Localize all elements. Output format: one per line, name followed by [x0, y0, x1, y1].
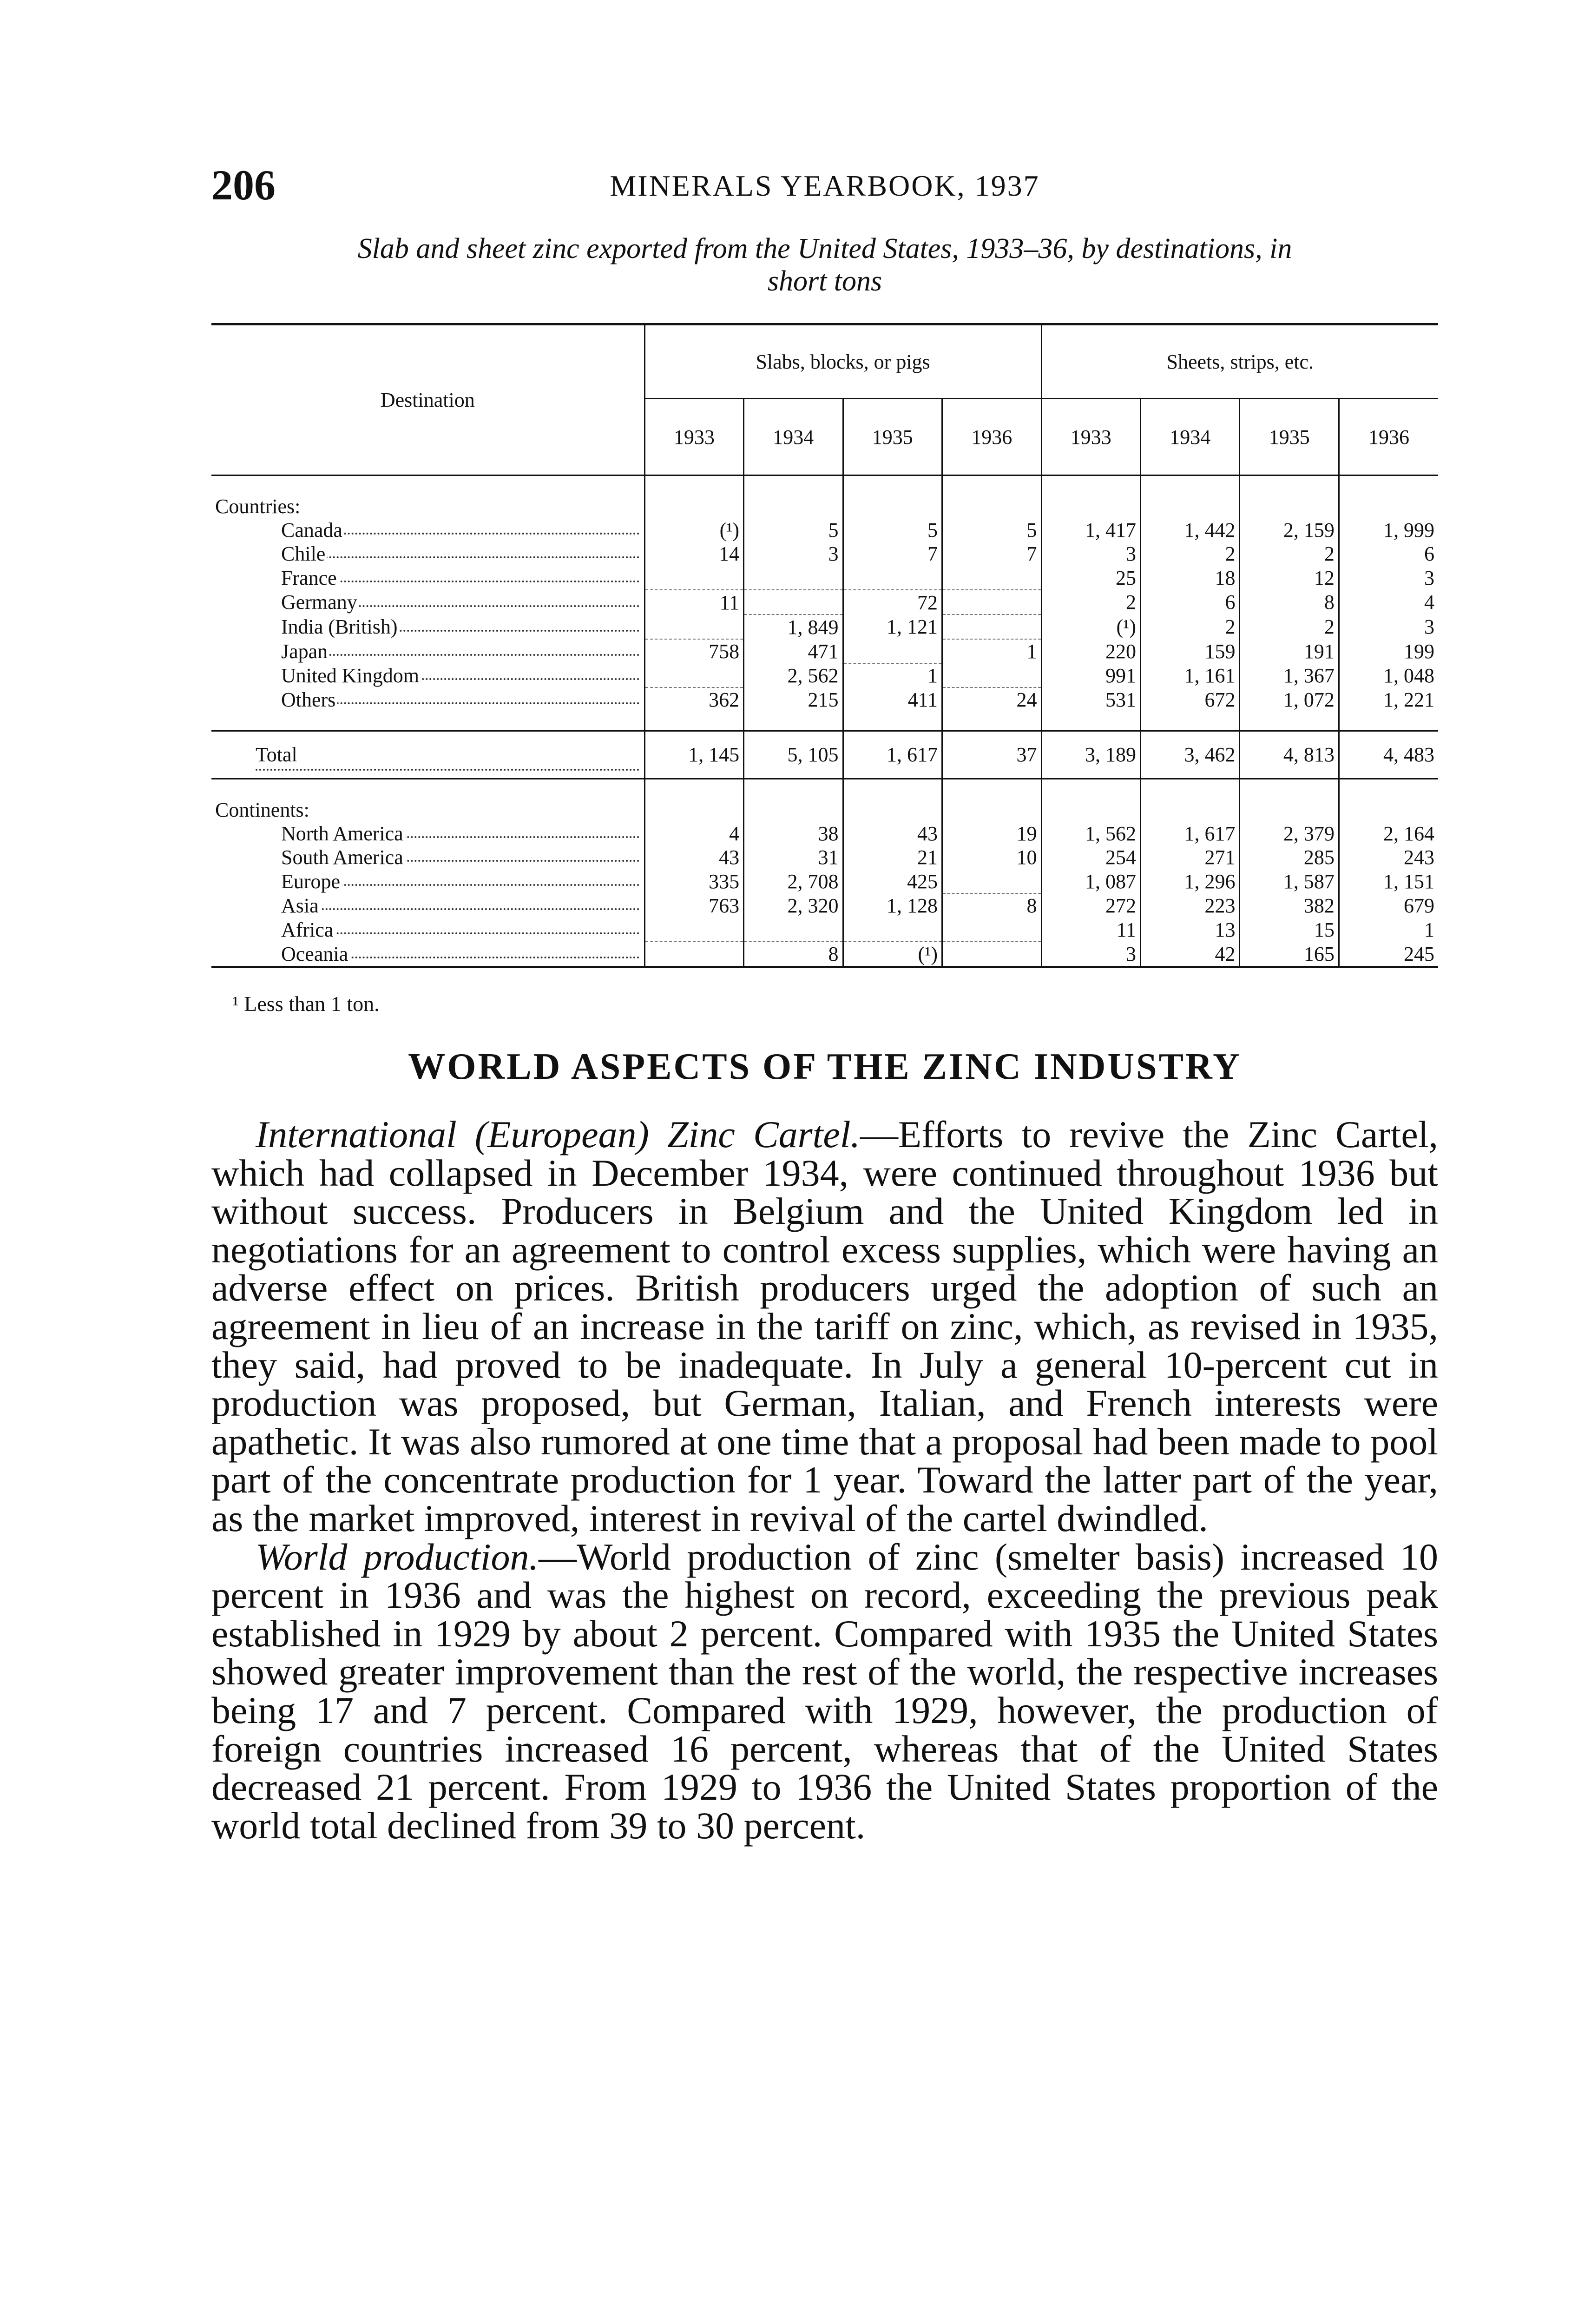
year-header: 1933 [1041, 399, 1140, 475]
year-header: 1933 [644, 399, 743, 475]
value-cell: (¹) [644, 518, 743, 542]
value-cell: 18 [1140, 566, 1239, 590]
value-cell: 1, 849 [744, 614, 843, 639]
page-header [211, 160, 1438, 211]
value-cell: 1, 442 [1140, 518, 1239, 542]
value-cell: 7 [843, 542, 942, 566]
value-cell: 25 [1041, 566, 1140, 590]
value-cell: 1, 417 [1041, 518, 1140, 542]
table-row [211, 845, 1438, 869]
year-header: 1936 [1339, 399, 1438, 475]
table-row [211, 614, 1438, 639]
section-row-countries [211, 495, 1438, 518]
destination-name: Asia [281, 894, 321, 917]
group-header-slabs: Slabs, blocks, or pigs [644, 324, 1041, 399]
value-cell: 3 [1339, 566, 1438, 590]
value-cell: 1, 121 [843, 614, 942, 639]
value-cell: 43 [843, 822, 942, 845]
value-cell [843, 639, 942, 663]
destination-header: Destination [211, 324, 644, 475]
value-cell: 3 [1041, 542, 1140, 566]
destination-cell [211, 918, 644, 942]
destination-name: Chile [281, 542, 327, 565]
value-cell [942, 918, 1042, 942]
value-cell: 5 [744, 518, 843, 542]
value-cell: 1 [843, 663, 942, 687]
value-cell: 191 [1240, 639, 1339, 663]
destination-cell [211, 614, 644, 639]
year-header: 1935 [1240, 399, 1339, 475]
table-caption-line-1: Slab and sheet zinc exported from the United States, 1933–36, by destinations, in [357, 233, 1292, 264]
value-cell: 220 [1041, 639, 1140, 663]
table-row [211, 590, 1438, 614]
value-cell: 215 [744, 687, 843, 712]
destination-name: India (British) [281, 615, 400, 638]
total-value-cell: 4, 813 [1240, 731, 1339, 779]
table-row [211, 518, 1438, 542]
value-cell: 2, 562 [744, 663, 843, 687]
value-cell: 2, 320 [744, 893, 843, 918]
destination-name: Germany [281, 591, 359, 614]
destination-name: Europe [281, 870, 342, 893]
section-row-continents [211, 798, 1438, 822]
value-cell: 1, 151 [1339, 869, 1438, 893]
total-value-cell: 3, 189 [1041, 731, 1140, 779]
value-cell [644, 614, 743, 639]
year-header: 1934 [1140, 399, 1239, 475]
value-cell: (¹) [843, 942, 942, 967]
value-cell: 19 [942, 822, 1042, 845]
value-cell: 159 [1140, 639, 1239, 663]
destination-name: Others [281, 688, 337, 711]
value-cell: 425 [843, 869, 942, 893]
value-cell: 2 [1140, 542, 1239, 566]
destination-name: France [281, 567, 339, 589]
total-value-cell: 3, 462 [1140, 731, 1239, 779]
value-cell: 335 [644, 869, 743, 893]
value-cell: 531 [1041, 687, 1140, 712]
value-cell: 1, 048 [1339, 663, 1438, 687]
value-cell: 1, 587 [1240, 869, 1339, 893]
value-cell [942, 566, 1042, 590]
table-body [211, 475, 1438, 519]
value-cell: 2, 708 [744, 869, 843, 893]
value-cell: 31 [744, 845, 843, 869]
year-header: 1936 [942, 399, 1042, 475]
value-cell: 6 [1339, 542, 1438, 566]
value-cell: 42 [1140, 942, 1239, 967]
value-cell: 2 [1041, 590, 1140, 614]
destination-cell [211, 822, 644, 845]
destination-cell [211, 639, 644, 663]
running-title: MINERALS YEARBOOK, 1937 [610, 169, 1040, 202]
value-cell [744, 918, 843, 942]
value-cell: 1 [1339, 918, 1438, 942]
table-caption [211, 232, 1438, 297]
value-cell: 10 [942, 845, 1042, 869]
total-value-cell: 5, 105 [744, 731, 843, 779]
value-cell [744, 566, 843, 590]
value-cell: 285 [1240, 845, 1339, 869]
value-cell: 1, 562 [1041, 822, 1140, 845]
value-cell [942, 942, 1042, 967]
value-cell: 223 [1140, 893, 1239, 918]
value-cell: 1, 617 [1140, 822, 1239, 845]
countries-rows [211, 518, 1438, 712]
value-cell: 2 [1140, 614, 1239, 639]
paragraph-world-production [211, 1535, 1438, 1847]
value-cell: 758 [644, 639, 743, 663]
value-cell: 362 [644, 687, 743, 712]
total-label-cell [211, 731, 644, 779]
value-cell: 1 [942, 639, 1042, 663]
value-cell: 2 [1240, 542, 1339, 566]
value-cell: 8 [942, 893, 1042, 918]
exports-table [211, 323, 1438, 968]
value-cell: 1, 221 [1339, 687, 1438, 712]
value-cell [744, 590, 843, 614]
destination-cell [211, 942, 644, 967]
value-cell: 991 [1041, 663, 1140, 687]
value-cell: 4 [1339, 590, 1438, 614]
table-row [211, 893, 1438, 918]
section-title: WORLD ASPECTS OF THE ZINC INDUSTRY [408, 1046, 1242, 1087]
value-cell [843, 566, 942, 590]
total-value-cell: 4, 483 [1339, 731, 1438, 779]
value-cell: 3 [1041, 942, 1140, 967]
value-cell [942, 590, 1042, 614]
paragraph-production-text: —World production of zinc (smelter basis) increased 10 percent in 1936 and was the highest on record, exceeding the previous peak established in 1929 by about 2 percent. Compared with 1935 the United States showed greater improvement than the rest of the world, the respective increases being 17 and 7 percent. Compared with 1929, however, the production of foreign countries increased 16 percent, whereas that of the United States decreased 21 percent. From 1929 to 1936 the United States proportion of the world total declined from 39 to 30 percent. [211, 1535, 1438, 1847]
paragraph-cartel [211, 1113, 1438, 1539]
value-cell: 2 [1240, 614, 1339, 639]
destination-cell [211, 687, 644, 712]
paragraph-cartel-text: —Efforts to revive the Zinc Cartel, which had collapsed in December 1934, were continued throughout 1936 but without success. Producers in Belgium and the United Kingdom led in negotiations for an agreement to control excess supplies, which were having an adverse effect on prices. British producers urged the adoption of such an agreement in lieu of an increase in the tariff on zinc, which, as revised in 1935, they said, had proved to be inadequate. In July a general 10-percent cut in production was proposed, but German, Italian, and French interests were apathetic. It was also rumored at one time that a proposal had been made to pool part of the concentrate production for 1 year. Toward the latter part of the year, as the market improved, interest in revival of the cartel dwindled. [211, 1113, 1438, 1539]
destination-cell [211, 566, 644, 590]
value-cell: 243 [1339, 845, 1438, 869]
value-cell: 1, 072 [1240, 687, 1339, 712]
total-value-cell: 1, 145 [644, 731, 743, 779]
value-cell: 245 [1339, 942, 1438, 967]
table-row [211, 822, 1438, 845]
countries-label: Countries: [215, 495, 301, 518]
table-footnote: ¹ Less than 1 ton. [232, 992, 380, 1016]
destination-name: South America [281, 846, 405, 869]
destination-name: Japan [281, 640, 329, 663]
value-cell [644, 942, 743, 967]
value-cell: 1, 999 [1339, 518, 1438, 542]
destination-cell [211, 518, 644, 542]
value-cell: 15 [1240, 918, 1339, 942]
total-value-cell: 37 [942, 731, 1042, 779]
table-row [211, 687, 1438, 712]
destination-name: United Kingdom [281, 664, 421, 687]
body-text [211, 1113, 1438, 1847]
destination-name: Oceania [281, 943, 350, 965]
value-cell: 763 [644, 893, 743, 918]
value-cell: 1, 128 [843, 893, 942, 918]
continents-label: Continents: [215, 799, 309, 821]
value-cell: 271 [1140, 845, 1239, 869]
continents-rows [211, 822, 1438, 967]
value-cell: 1, 087 [1041, 869, 1140, 893]
year-header: 1934 [744, 399, 843, 475]
value-cell [644, 566, 743, 590]
value-cell: 5 [942, 518, 1042, 542]
year-header: 1935 [843, 399, 942, 475]
total-value-cell: 1, 617 [843, 731, 942, 779]
table-row [211, 663, 1438, 687]
run-in-heading-cartel: International (European) Zinc Cartel. [256, 1113, 861, 1155]
run-in-heading-production: World production. [256, 1535, 539, 1578]
value-cell: 5 [843, 518, 942, 542]
table-caption-line-2: short tons [767, 265, 882, 297]
value-cell: 471 [744, 639, 843, 663]
value-cell: 3 [1339, 614, 1438, 639]
value-cell: 8 [744, 942, 843, 967]
value-cell: 12 [1240, 566, 1339, 590]
destination-cell [211, 590, 644, 614]
exports-table-container [211, 323, 1438, 968]
destination-cell [211, 845, 644, 869]
value-cell: (¹) [1041, 614, 1140, 639]
destination-name: Africa [281, 918, 335, 941]
table-row [211, 869, 1438, 893]
value-cell: 6 [1140, 590, 1239, 614]
value-cell: 1, 367 [1240, 663, 1339, 687]
value-cell: 11 [644, 590, 743, 614]
destination-cell [211, 869, 644, 893]
value-cell [942, 614, 1042, 639]
value-cell: 272 [1041, 893, 1140, 918]
group-header-sheets: Sheets, strips, etc. [1041, 324, 1438, 399]
value-cell: 7 [942, 542, 1042, 566]
destination-name: Canada [281, 519, 344, 541]
destination-cell [211, 663, 644, 687]
table-row [211, 542, 1438, 566]
value-cell: 672 [1140, 687, 1239, 712]
value-cell: 8 [1240, 590, 1339, 614]
value-cell [644, 918, 743, 942]
destination-cell [211, 542, 644, 566]
value-cell: 411 [843, 687, 942, 712]
destination-name: North America [281, 822, 405, 845]
table-row [211, 942, 1438, 967]
value-cell: 1, 296 [1140, 869, 1239, 893]
table-row [211, 566, 1438, 590]
value-cell: 2, 159 [1240, 518, 1339, 542]
value-cell: 382 [1240, 893, 1339, 918]
value-cell: 199 [1339, 639, 1438, 663]
total-row [211, 731, 1438, 779]
value-cell: 4 [644, 822, 743, 845]
value-cell: 21 [843, 845, 942, 869]
value-cell: 13 [1140, 918, 1239, 942]
value-cell: 11 [1041, 918, 1140, 942]
destination-cell [211, 893, 644, 918]
value-cell: 254 [1041, 845, 1140, 869]
table-row [211, 639, 1438, 663]
table-row [211, 918, 1438, 942]
value-cell: 165 [1240, 942, 1339, 967]
value-cell: 14 [644, 542, 743, 566]
value-cell: 3 [744, 542, 843, 566]
total-label: Total [256, 743, 299, 766]
value-cell [644, 663, 743, 687]
value-cell [942, 869, 1042, 893]
page-number: 206 [211, 161, 276, 209]
value-cell: 679 [1339, 893, 1438, 918]
value-cell: 2, 164 [1339, 822, 1438, 845]
value-cell: 38 [744, 822, 843, 845]
value-cell: 72 [843, 590, 942, 614]
value-cell: 1, 161 [1140, 663, 1239, 687]
value-cell: 24 [942, 687, 1042, 712]
value-cell [843, 918, 942, 942]
value-cell [942, 663, 1042, 687]
value-cell: 43 [644, 845, 743, 869]
value-cell: 2, 379 [1240, 822, 1339, 845]
total-rows [211, 712, 1438, 822]
